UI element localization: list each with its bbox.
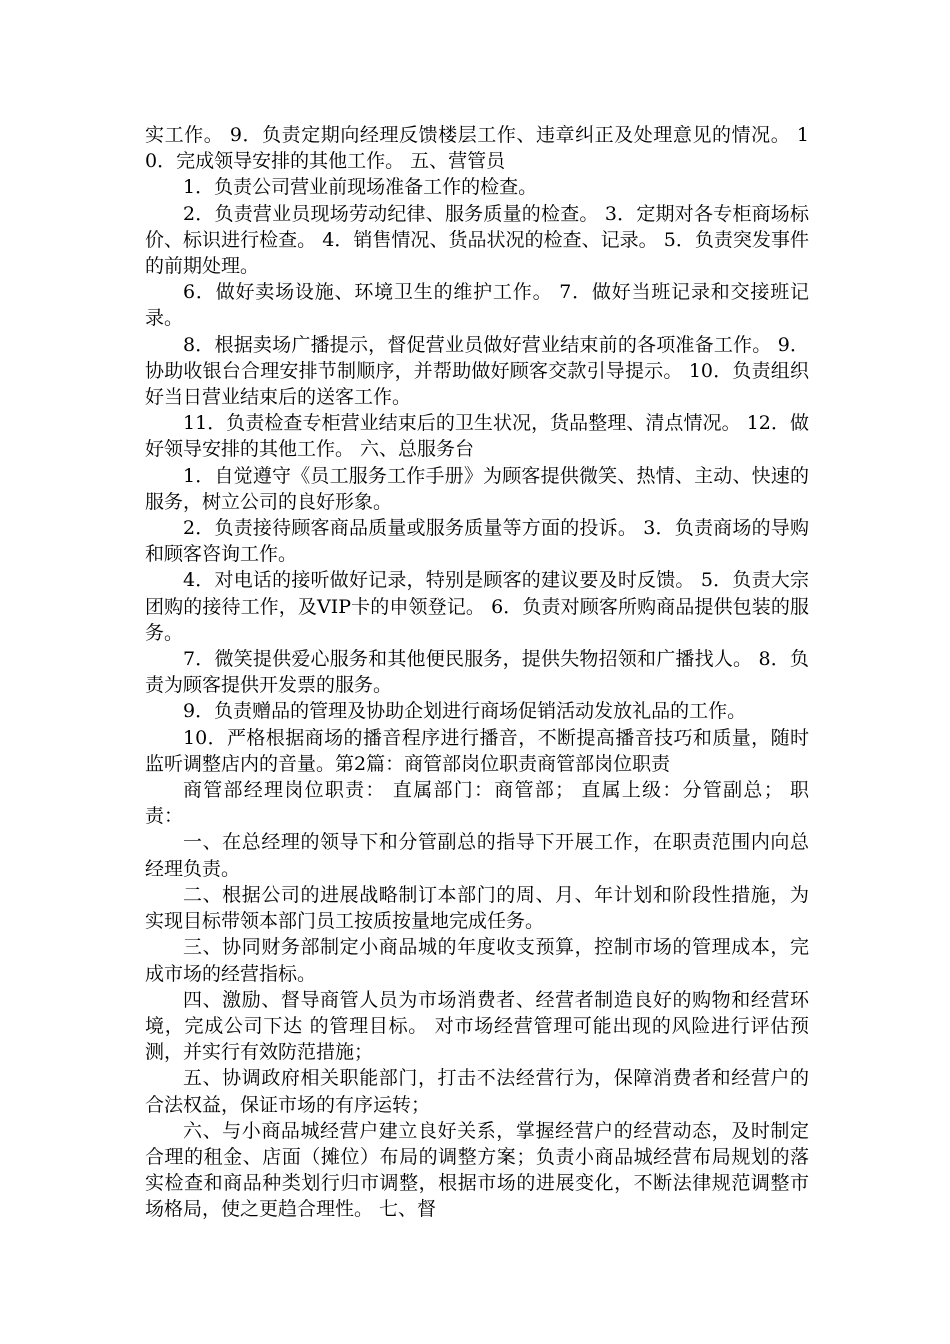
paragraph-9: 4．对电话的接听做好记录，特别是顾客的建议要及时反馈。 5．负责大宗团购的接待工作，及VIP卡的申领登记。 6．负责对顾客所购商品提供包装的服务。 (145, 569, 809, 644)
paragraph-5: 8．根据卖场广播提示，督促营业员做好营业结束前的各项准备工作。 9．协助收银台合理安排节制顺序，并帮助做好顾客交款引导提示。 10．负责组织好当日营业结束后的送客工作。 (145, 333, 809, 409)
paragraph-2: 1．负责公司营业前现场准备工作的检查。 (183, 176, 538, 199)
paragraph-11: 9．负责赠品的管理及协助企划进行商场促销活动发放礼品的工作。 (183, 700, 747, 723)
paragraph-14: 一、在总经理的领导下和分管副总的指导下开展工作，在职责范围内向总经理负责。 (145, 831, 809, 880)
paragraph-15: 二、根据公司的进展战略制订本部门的周、月、年计划和阶段性措施，为实现目标带领本部门员工按质按量地完成任务。 (145, 883, 809, 933)
paragraph-16: 三、协同财务部制定小商品城的年度收支预算，控制市场的管理成本，完成市场的经营指标。 (145, 936, 809, 985)
paragraph-19: 六、与小商品城经营户建立良好关系，掌握经营户的经营动态，及时制定合理的租金、店面（摊位）布局的调整方案；负责小商品城经营布局规划的落实检查和商品种类划行归市调整，根据市场的进展变化，不断法律规范调整市场格局，使之更趋合理性。 七、督 (145, 1119, 809, 1221)
document-body (145, 122, 809, 1223)
paragraph-4: 6．做好卖场设施、环境卫生的维护工作。 7．做好当班记录和交接班记录。 (145, 281, 809, 330)
paragraph-6: 11．负责检查专柜营业结束后的卫生状况，货品整理、清点情况。 12．做好领导安排的其他工作。 六、总服务台 (145, 412, 809, 461)
paragraph-7: 1．自觉遵守《员工服务工作手册》为顾客提供微笑、热情、主动、快速的服务，树立公司的良好形象。 (145, 464, 809, 513)
paragraph-13: 商管部经理岗位职责： 直属部门：商管部； 直属上级：分管副总； 职责： (145, 779, 809, 828)
paragraph-18: 五、协调政府相关职能部门，打击不法经营行为，保障消费者和经营户的合法权益，保证市场的有序运转； (145, 1067, 809, 1116)
paragraph-3: 2．负责营业员现场劳动纪律、服务质量的检查。 3．定期对各专柜商场标价、标识进行检查。 4．销售情况、货品状况的检查、记录。 5．负责突发事件的前期处理。 (145, 202, 809, 278)
paragraph-12: 10．严格根据商场的播音程序进行播音，不断提高播音技巧和质量，随时监听调整店内的音量。第2篇：商管部岗位职责商管部岗位职责 (145, 726, 809, 775)
paragraph-17: 四、激励、督导商管人员为市场消费者、经营者制造良好的购物和经营环境，完成公司下达 的管理目标。 对市场经营管理可能出现的风险进行评估预测，并实行有效防范措施； (145, 988, 809, 1064)
paragraph-10: 7．微笑提供爱心服务和其他便民服务，提供失物招领和广播找人。 8．负责为顾客提供开发票的服务。 (145, 648, 809, 697)
paragraph-1: 实工作。 9．负责定期向经理反馈楼层工作、违章纠正及处理意见的情况。 10．完成领导安排的其他工作。 五、营管员 (145, 124, 809, 173)
paragraph-8: 2．负责接待顾客商品质量或服务质量等方面的投诉。 3．负责商场的导购和顾客咨询工作。 (145, 517, 809, 566)
